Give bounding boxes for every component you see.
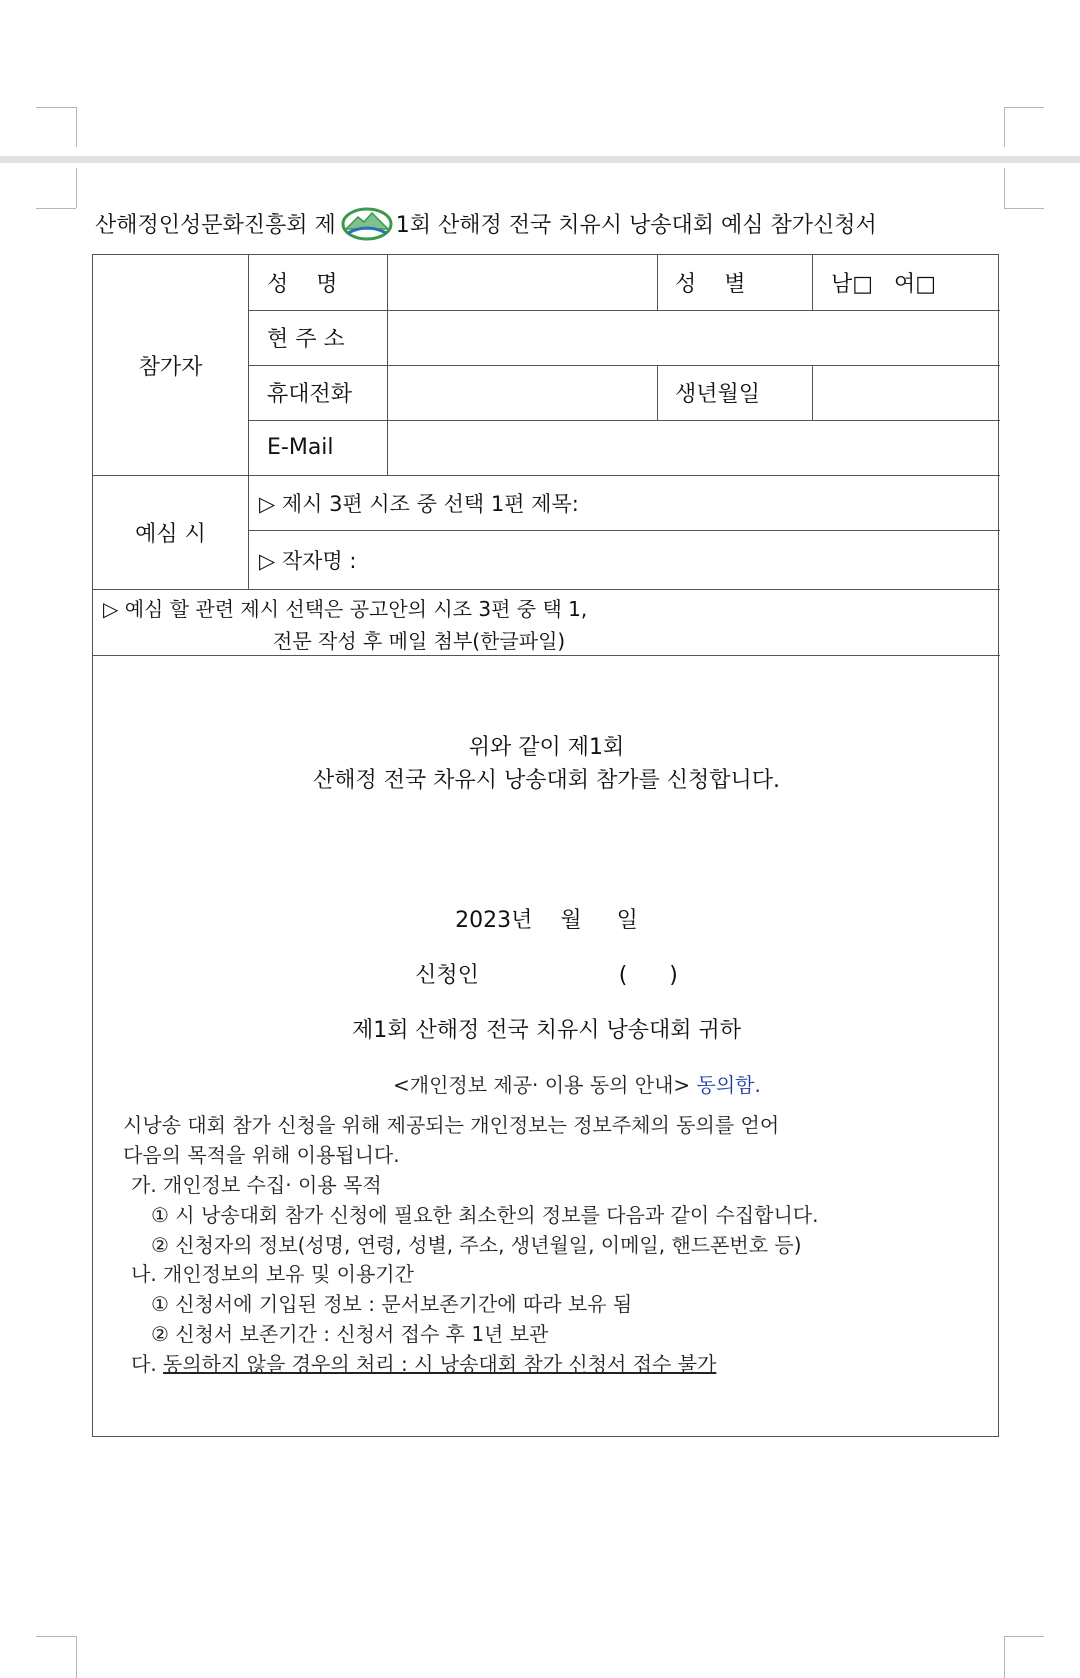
address-label: 현 주 소 (267, 327, 345, 352)
page-top-area (0, 0, 1080, 156)
crop-mark (36, 208, 76, 209)
title-suffix: 1회 산해정 전국 치유시 낭송대회 예심 참가신청서 (395, 212, 877, 238)
crop-mark (1004, 168, 1005, 208)
email-label: E-Mail (267, 435, 334, 460)
consent-intro-2: 다음의 목적을 위해 이용됩니다. (123, 1143, 400, 1167)
crop-mark (36, 107, 76, 108)
table-rule (657, 365, 658, 420)
participant-section-label: 참가자 (138, 354, 203, 380)
crop-mark (76, 168, 77, 208)
table-rule (93, 589, 1000, 590)
crop-mark (1004, 1636, 1005, 1678)
page-separator (0, 156, 1080, 163)
recital-section-label: 예심 시 (135, 521, 206, 547)
crop-mark (36, 1636, 76, 1637)
consent-intro-1: 시낭송 대회 참가 신청을 위해 제공되는 개인정보는 정보주체의 동의를 얻어 (123, 1113, 780, 1137)
gender-checkboxes[interactable]: 남□ 여□ (831, 272, 937, 297)
application-line-2: 산해정 전국 차유시 낭송대회 참가를 신청합니다. (312, 768, 780, 793)
title-prefix: 산해정인성문화진흥회 제 (95, 212, 336, 238)
poem-title-line[interactable]: ▷ 제시 3편 시조 중 선택 1편 제목: (259, 491, 579, 516)
consent-section-a: 가. 개인정보 수집· 이용 목적 (131, 1173, 382, 1197)
addressee: 제1회 산해정 전국 치유시 낭송대회 귀하 (352, 1018, 741, 1043)
crop-mark (1004, 208, 1044, 209)
notice-line-2: 전문 작성 후 메일 첨부(한글파일) (273, 628, 566, 653)
consent-heading (393, 1069, 761, 1098)
consent-section-b: 나. 개인정보의 보유 및 이용기간 (131, 1262, 414, 1286)
document-title (95, 203, 877, 243)
crop-mark (76, 107, 77, 147)
author-line[interactable]: ▷ 작자명 : (259, 548, 357, 573)
organization-logo-icon (340, 203, 394, 243)
table-rule (248, 255, 249, 589)
consent-heading-text: <개인정보 제공· 이용 동의 안내> (393, 1073, 691, 1097)
application-form (92, 254, 999, 1437)
birth-field[interactable] (813, 366, 999, 419)
notice-line-1: ▷ 예심 할 관련 제시 선택은 공고안의 시조 3편 중 택 1, (103, 596, 588, 621)
email-field[interactable] (388, 421, 999, 474)
crop-mark (76, 1636, 77, 1678)
application-line-1: 위와 같이 제1회 (468, 735, 625, 760)
consent-section-c-prefix: 다. (131, 1352, 164, 1376)
crop-mark (1004, 107, 1005, 147)
table-rule (657, 255, 658, 310)
phone-field[interactable] (388, 366, 656, 419)
consent-item-b1: ① 신청서에 기입된 정보 : 문서보존기간에 따라 보유 됨 (151, 1292, 633, 1316)
address-field[interactable] (388, 311, 999, 364)
table-rule (93, 655, 1000, 656)
table-rule (812, 255, 813, 310)
consent-item-a2: ② 신청자의 정보(성명, 연령, 성별, 주소, 생년월일, 이메일, 핸드폰번호 등) (151, 1233, 802, 1257)
gender-label: 성 별 (675, 272, 746, 297)
phone-label: 휴대전화 (267, 382, 353, 407)
applicant-signature-line: 신청인 ( ) (415, 963, 678, 988)
consent-section-c (131, 1348, 716, 1377)
consent-section-c-text: 동의하지 않을 경우의 처리 : 시 낭송대회 참가 신청서 접수 불가 (163, 1352, 717, 1376)
consent-item-a1: ① 시 낭송대회 참가 신청에 필요한 최소한의 정보를 다음과 같이 수집합니다. (151, 1203, 819, 1227)
consent-agree[interactable]: 동의함. (696, 1073, 761, 1097)
consent-item-b2: ② 신청서 보존기간 : 신청서 접수 후 1년 보관 (151, 1322, 549, 1346)
crop-mark (1004, 107, 1044, 108)
application-date: 2023년 월 일 (455, 908, 638, 933)
birth-label: 생년월일 (675, 382, 761, 407)
name-field[interactable] (388, 256, 656, 309)
name-label: 성 명 (267, 272, 338, 297)
crop-mark (1004, 1636, 1044, 1637)
